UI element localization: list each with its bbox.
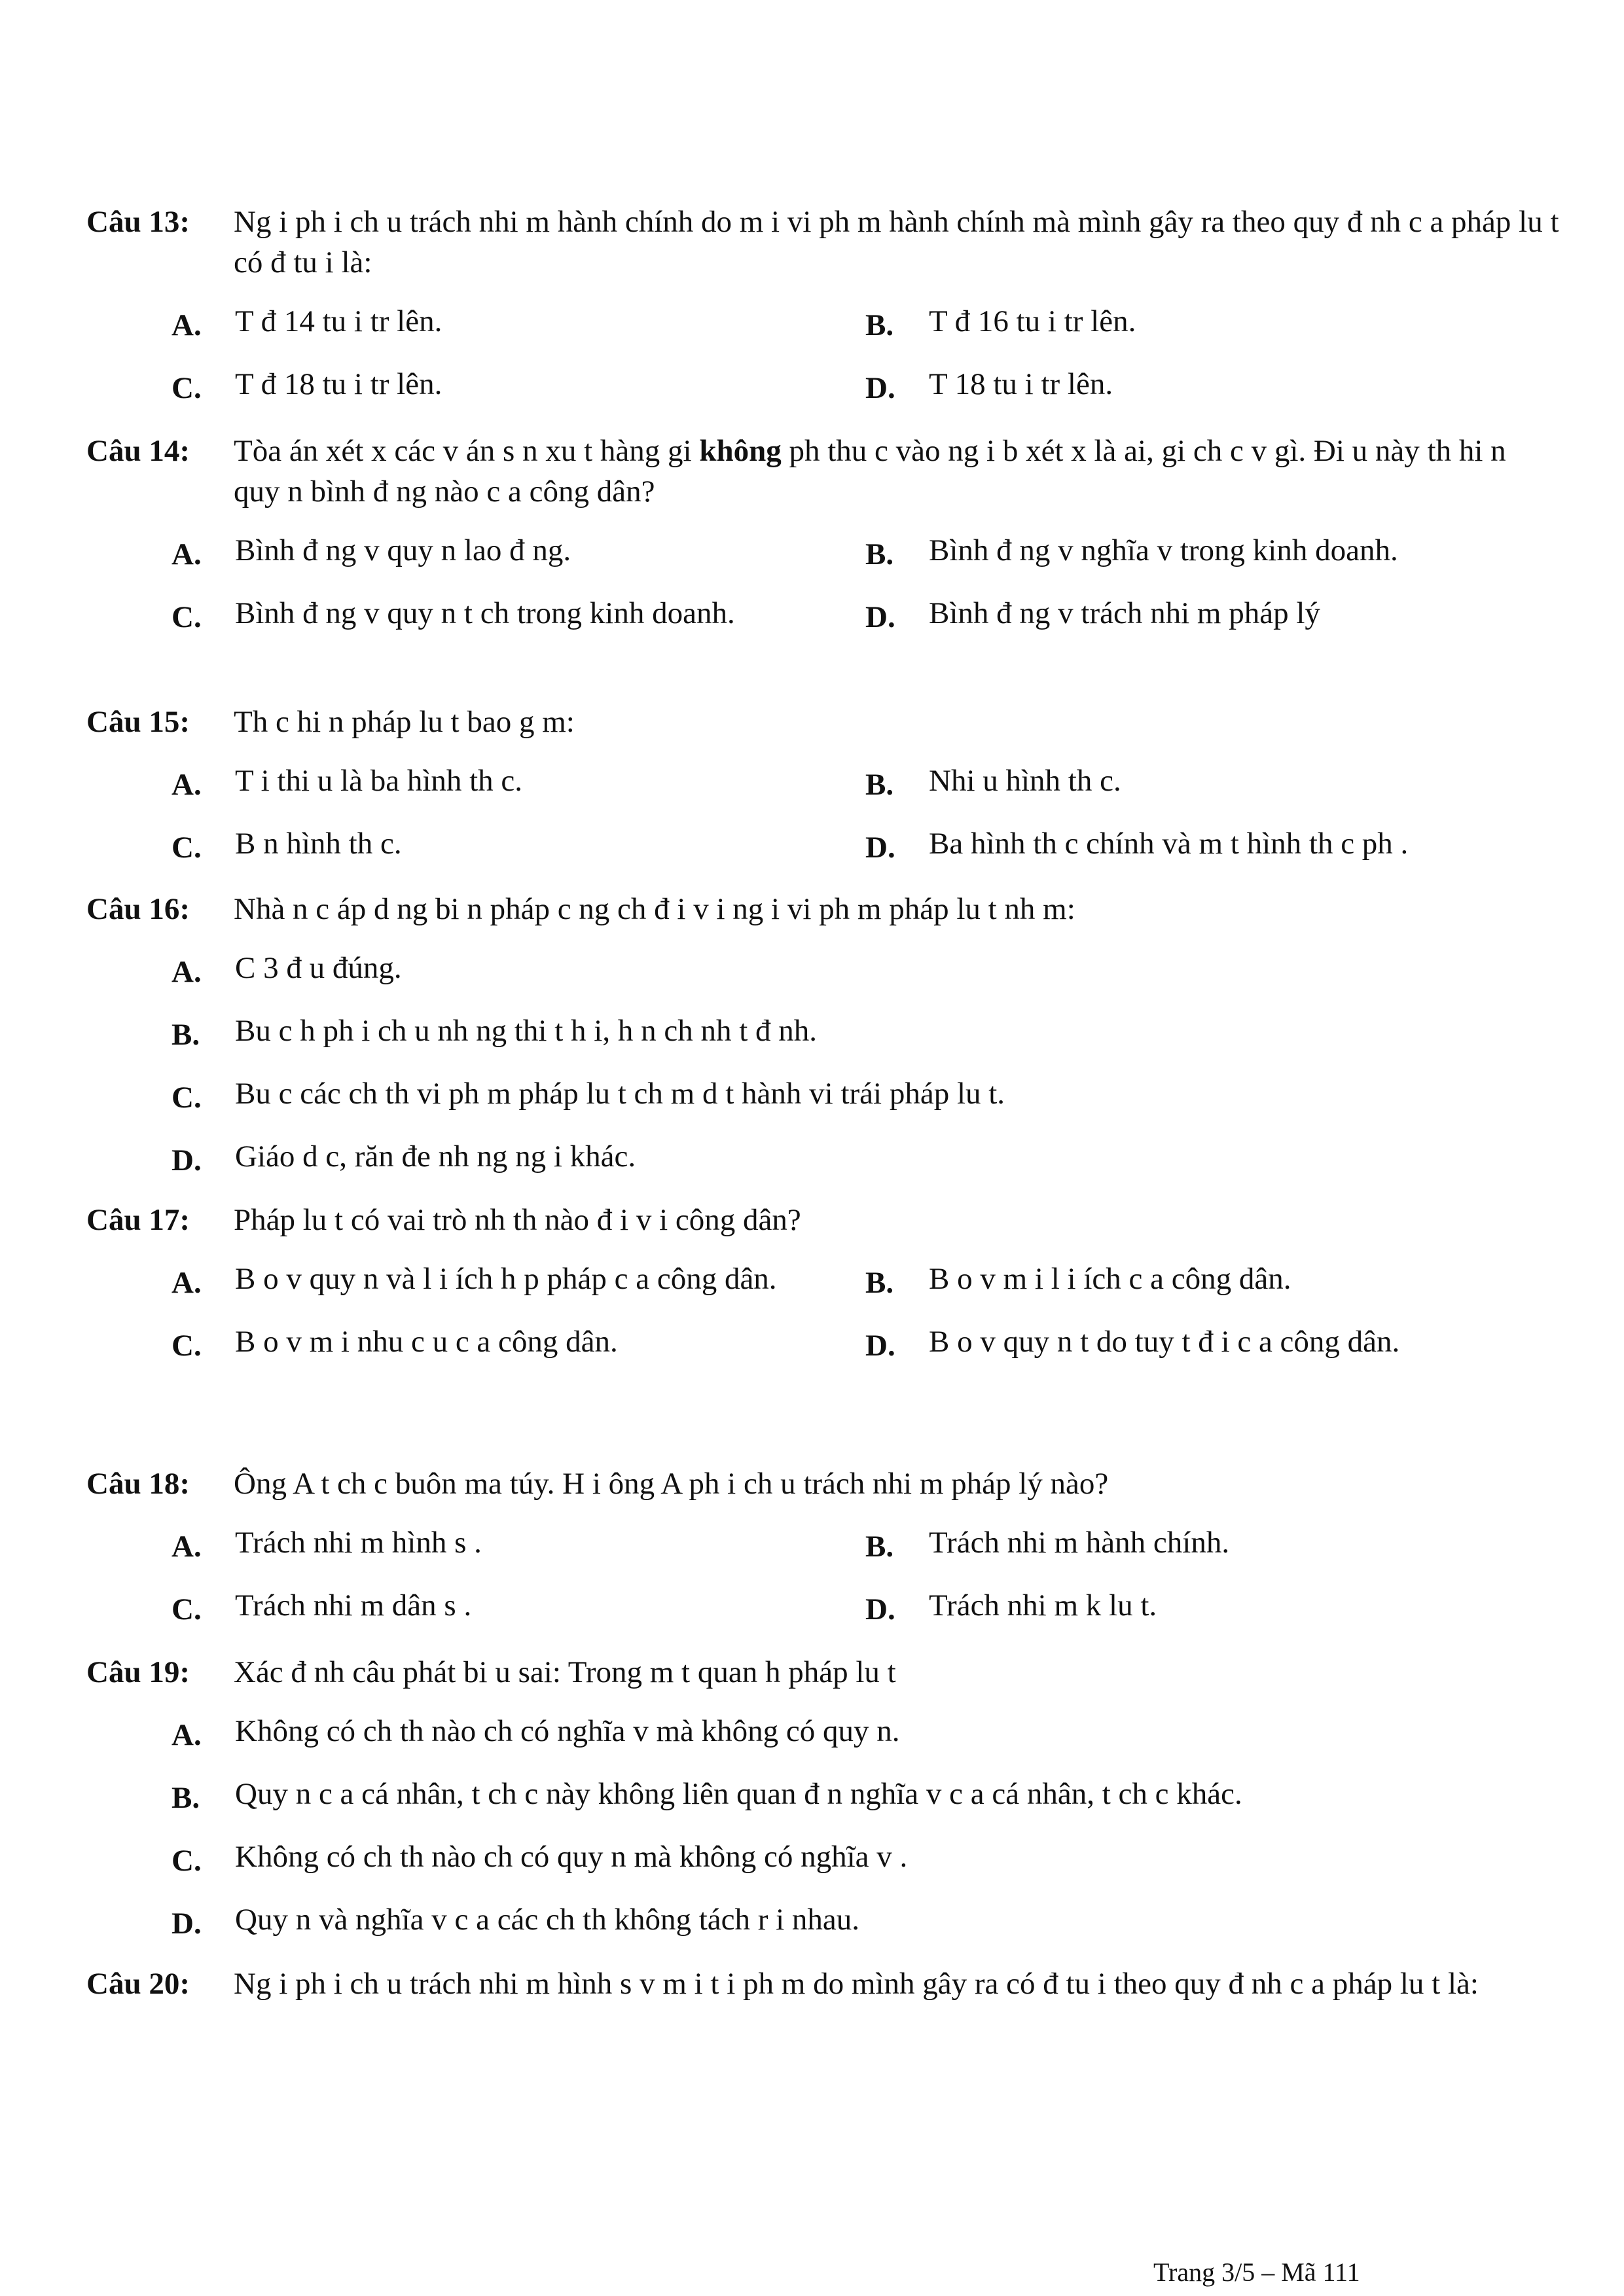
question-number: Câu 20: <box>86 1967 190 2001</box>
option-letter: A. <box>171 308 202 342</box>
option-text: Trách nhi m k lu t. <box>929 1588 1157 1623</box>
option-c[interactable] <box>171 1073 1559 1118</box>
option-a[interactable] <box>171 948 1559 992</box>
question-text: Th c hi n pháp lu t bao g m: <box>234 705 575 739</box>
option-d[interactable] <box>171 1136 1559 1181</box>
option-c[interactable] <box>171 823 865 868</box>
option-letter: C. <box>171 1329 202 1363</box>
question-text: Ông A t ch c buôn ma túy. H i ông A ph i ch u trách nhi m pháp lý nào? <box>234 1467 1109 1501</box>
option-d[interactable] <box>865 593 1559 637</box>
option-letter: A. <box>171 537 202 571</box>
option-text: Ba hình th c chính và m t hình th c ph . <box>929 827 1409 861</box>
question-13 <box>86 202 1559 408</box>
option-letter: D. <box>171 1143 202 1177</box>
option-text: Bình đ ng v nghĩa v trong kinh doanh. <box>929 533 1398 567</box>
option-b[interactable] <box>865 301 1559 346</box>
option-letter: B. <box>865 768 894 802</box>
option-b[interactable] <box>171 1774 1559 1818</box>
option-letter: B. <box>865 1530 894 1564</box>
option-text: B o v m i l i ích c a công dân. <box>929 1262 1291 1296</box>
option-c[interactable] <box>171 1837 1559 1881</box>
option-text: Quy n và nghĩa v c a các ch th không tách r i nhau. <box>235 1903 860 1937</box>
question-16 <box>86 889 1559 1181</box>
question-15 <box>86 702 1559 868</box>
option-text: Bình đ ng v quy n t ch trong kinh doanh. <box>235 596 735 630</box>
option-letter: A. <box>171 1530 202 1564</box>
option-text: Bình đ ng v trách nhi m pháp lý <box>929 596 1320 630</box>
option-letter: A. <box>171 1266 202 1300</box>
option-b[interactable] <box>865 1259 1559 1303</box>
option-letter: B. <box>865 537 894 571</box>
option-d[interactable] <box>865 1585 1559 1630</box>
question-number: Câu 17: <box>86 1203 190 1237</box>
option-a[interactable] <box>171 301 865 346</box>
option-text: B o v quy n và l i ích h p pháp c a công dân. <box>235 1262 777 1296</box>
option-a[interactable] <box>171 530 865 575</box>
option-text: T đ 14 tu i tr lên. <box>235 304 442 338</box>
option-letter: C. <box>171 371 202 405</box>
option-b[interactable] <box>865 761 1559 805</box>
option-letter: B. <box>171 1018 200 1052</box>
question-20 <box>86 1964 1559 2004</box>
question-text: Pháp lu t có vai trò nh th nào đ i v i công dân? <box>234 1203 801 1237</box>
question-number: Câu 15: <box>86 705 190 739</box>
question-number: Câu 16: <box>86 892 190 926</box>
option-text: Trách nhi m hình s . <box>235 1526 482 1560</box>
option-text: Giáo d c, răn đe nh ng ng i khác. <box>235 1139 636 1174</box>
question-text: Xác đ nh câu phát bi u sai: Trong m t quan h pháp lu t <box>234 1655 896 1689</box>
emphasis-word: không <box>699 434 782 468</box>
question-17 <box>86 1200 1559 1366</box>
option-d[interactable] <box>865 823 1559 868</box>
page-footer: Trang 3/5 – Mã 111 <box>1153 2257 1360 2287</box>
option-letter: D. <box>865 831 895 865</box>
question-number: Câu 13: <box>86 205 190 239</box>
option-text: B n hình th c. <box>235 827 402 861</box>
option-a[interactable] <box>171 761 865 805</box>
option-text: Không có ch th nào ch có quy n mà không có nghĩa v . <box>235 1840 908 1874</box>
option-b[interactable] <box>865 530 1559 575</box>
option-text: Không có ch th nào ch có nghĩa v mà không có quy n. <box>235 1714 900 1748</box>
option-text: C 3 đ u đúng. <box>235 951 402 985</box>
option-b[interactable] <box>865 1522 1559 1567</box>
question-number: Câu 19: <box>86 1655 190 1689</box>
option-text: B o v m i nhu c u c a công dân. <box>235 1325 618 1359</box>
question-text: Nhà n c áp d ng bi n pháp c ng ch đ i v i ng i vi ph m pháp lu t nh m: <box>234 892 1075 926</box>
option-letter: A. <box>171 1718 202 1752</box>
option-d[interactable] <box>171 1899 1559 1944</box>
option-a[interactable] <box>171 1711 1559 1755</box>
question-19 <box>86 1652 1559 1944</box>
option-text: T đ 18 tu i tr lên. <box>235 367 442 401</box>
question-text: Ng i ph i ch u trách nhi m hình s v m i t i ph m do mình gây ra có đ tu i theo quy đ nh c a pháp lu t là: <box>234 1967 1479 2001</box>
option-c[interactable] <box>171 593 865 637</box>
option-text: Bu c h ph i ch u nh ng thi t h i, h n ch nh t đ nh. <box>235 1014 818 1048</box>
option-text: Trách nhi m hành chính. <box>929 1526 1230 1560</box>
option-letter: B. <box>865 308 894 342</box>
question-number: Câu 18: <box>86 1467 190 1501</box>
option-c[interactable] <box>171 1321 865 1366</box>
option-c[interactable] <box>171 1585 865 1630</box>
question-text <box>234 431 1559 512</box>
option-b[interactable] <box>171 1011 1559 1055</box>
option-text: B o v quy n t do tuy t đ i c a công dân. <box>929 1325 1400 1359</box>
option-letter: C. <box>171 1592 202 1626</box>
question-text-part: Tòa án xét x các v án s n xu t hàng gi <box>234 434 700 468</box>
question-number: Câu 14: <box>86 434 190 468</box>
option-letter: D. <box>865 600 895 634</box>
option-text: Trách nhi m dân s . <box>235 1588 472 1623</box>
option-letter: C. <box>171 1081 202 1115</box>
option-letter: D. <box>865 1329 895 1363</box>
option-text: Nhi u hình th c. <box>929 764 1121 798</box>
option-d[interactable] <box>865 364 1559 408</box>
option-text: T đ 16 tu i tr lên. <box>929 304 1136 338</box>
option-text: T i thi u là ba hình th c. <box>235 764 523 798</box>
option-text: Quy n c a cá nhân, t ch c này không liên quan đ n nghĩa v c a cá nhân, t ch c khác. <box>235 1777 1242 1811</box>
option-c[interactable] <box>171 364 865 408</box>
question-18 <box>86 1463 1559 1630</box>
option-letter: D. <box>865 1592 895 1626</box>
option-text: Bình đ ng v quy n lao đ ng. <box>235 533 571 567</box>
option-letter: A. <box>171 955 202 989</box>
question-text: Ng i ph i ch u trách nhi m hành chính do m i vi ph m hành chính mà mình gây ra theo quy đ nh c a pháp lu t có đ tu i là: <box>234 205 1559 279</box>
question-text-part: ph thu c vào ng i b xét x là ai, gi ch c v gì. Đi u này th hi n quy n bình đ ng nào c a công dân? <box>234 434 1506 509</box>
option-letter: B. <box>865 1266 894 1300</box>
option-letter: C. <box>171 600 202 634</box>
question-14 <box>86 431 1559 637</box>
option-letter: D. <box>171 1907 202 1941</box>
option-letter: C. <box>171 831 202 865</box>
option-letter: A. <box>171 768 202 802</box>
option-a[interactable] <box>171 1259 865 1303</box>
option-a[interactable] <box>171 1522 865 1567</box>
option-d[interactable] <box>865 1321 1559 1366</box>
option-letter: B. <box>171 1781 200 1815</box>
option-letter: C. <box>171 1844 202 1878</box>
option-letter: D. <box>865 371 895 405</box>
option-text: T 18 tu i tr lên. <box>929 367 1113 401</box>
option-text: Bu c các ch th vi ph m pháp lu t ch m d t hành vi trái pháp lu t. <box>235 1077 1005 1111</box>
